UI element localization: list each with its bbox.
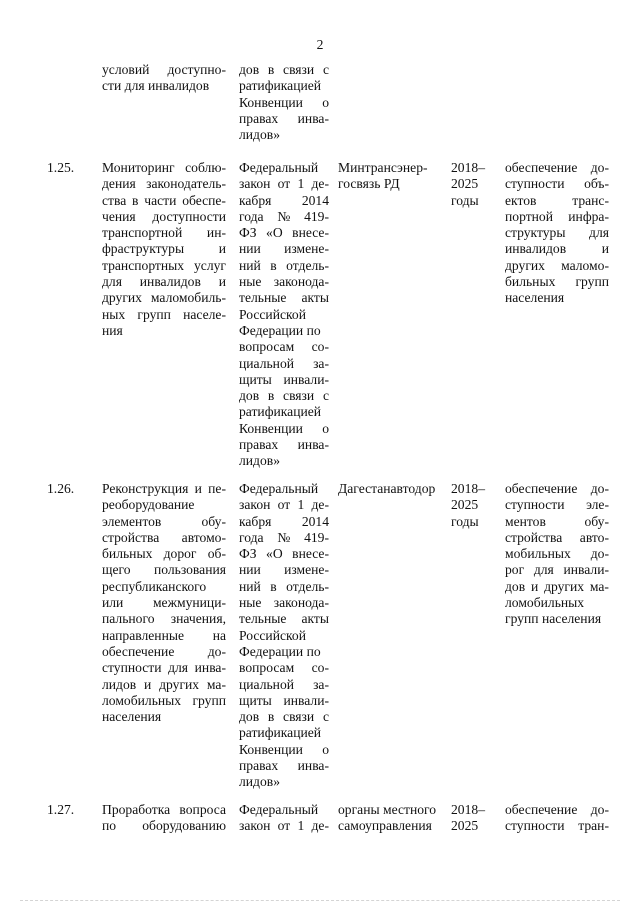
cell-line: ные законода- bbox=[239, 274, 329, 290]
action-text bbox=[102, 802, 226, 835]
cell-line: ступности тран- bbox=[505, 818, 609, 834]
cell-line: пального значения, bbox=[102, 611, 226, 627]
law-text bbox=[239, 160, 329, 470]
cell-line: Федеральный bbox=[239, 802, 319, 817]
cell-line: вопросам со- bbox=[239, 660, 329, 676]
scan-edge bbox=[20, 900, 620, 901]
cell-line: дения законодатель- bbox=[102, 176, 226, 192]
cell-line: лидов и других ма- bbox=[102, 676, 226, 692]
cell-line: правах инва- bbox=[239, 758, 329, 774]
cell-line: транспортной ин- bbox=[102, 225, 226, 241]
cell-line: Федеральный bbox=[239, 481, 319, 496]
cell-line: реоборудование bbox=[102, 497, 195, 513]
cell-line: групп населения bbox=[505, 611, 602, 627]
period-text bbox=[451, 481, 497, 530]
cell-line: 2025 bbox=[451, 497, 479, 513]
cell-line: правах инва- bbox=[239, 110, 329, 126]
cell-line: кабря 2014 bbox=[239, 513, 329, 529]
cell-line: щиты инвали- bbox=[239, 692, 329, 708]
cell-line: рог для инвали- bbox=[505, 562, 609, 578]
cell-line: элементов обу- bbox=[102, 513, 226, 529]
cell-line: лидов» bbox=[239, 127, 280, 143]
action-text bbox=[102, 160, 226, 339]
cell-line: ства в части обеспе- bbox=[102, 192, 226, 208]
cell-line: Минтрансэнер- bbox=[338, 160, 428, 175]
cell-line: обеспечение до- bbox=[102, 643, 226, 659]
cell-line: годы bbox=[451, 192, 479, 208]
cell-line: ний в отдель- bbox=[239, 578, 329, 594]
law-text bbox=[239, 481, 329, 791]
cell-line: Конвенции о bbox=[239, 94, 329, 110]
action-text bbox=[102, 62, 226, 95]
cell-line: органы местного bbox=[338, 802, 437, 817]
row-number: 1.25. bbox=[47, 160, 75, 175]
cell-line: транспортных услуг bbox=[102, 257, 226, 273]
cell-line: других маломобиль- bbox=[102, 290, 226, 306]
cell-line: тельные акты bbox=[239, 611, 329, 627]
cell-line: ные законода- bbox=[239, 595, 329, 611]
cell-line: стройства авто- bbox=[505, 529, 609, 545]
cell-line: Российской bbox=[239, 627, 306, 643]
cell-line: ний в отдель- bbox=[239, 257, 329, 273]
cell-line: стройства автомо- bbox=[102, 529, 226, 545]
cell-line: обеспечение до- bbox=[505, 481, 609, 496]
cell-line: республиканского bbox=[102, 578, 207, 594]
row-number: 1.27. bbox=[47, 802, 75, 817]
responsible-text bbox=[338, 802, 443, 835]
cell-line: Федерации по bbox=[239, 643, 321, 659]
cell-line: Конвенции о bbox=[239, 420, 329, 436]
cell-line: дов в связи с bbox=[239, 62, 329, 77]
cell-line: самоуправления bbox=[338, 818, 432, 834]
cell-line: Дагестанавтодор bbox=[338, 481, 436, 496]
cell-line: портной инфра- bbox=[505, 208, 609, 224]
cell-line: 2018– bbox=[451, 160, 485, 175]
cell-line: Российской bbox=[239, 306, 306, 322]
cell-line: для инвалидов и bbox=[102, 274, 226, 290]
cell-line: лидов» bbox=[239, 774, 280, 790]
cell-line: закон от 1 де- bbox=[239, 497, 329, 513]
cell-line: сти для инвалидов bbox=[102, 78, 210, 94]
cell-line: инвалидов и bbox=[505, 241, 609, 257]
cell-line: направленные на bbox=[102, 627, 226, 643]
cell-line: года № 419- bbox=[239, 208, 329, 224]
cell-line: населения bbox=[102, 709, 162, 725]
cell-line: 2018– bbox=[451, 481, 485, 496]
cell-line: ных групп населе- bbox=[102, 306, 226, 322]
row-number: 1.26. bbox=[47, 481, 75, 496]
cell-line: 2025 bbox=[451, 176, 479, 192]
cell-line: закон от 1 де- bbox=[239, 818, 329, 834]
cell-line: Мониторинг соблю- bbox=[102, 160, 226, 175]
cell-line: ния bbox=[102, 322, 123, 338]
cell-line: Конвенции о bbox=[239, 741, 329, 757]
cell-line: вопросам со- bbox=[239, 339, 329, 355]
responsible-text bbox=[338, 160, 443, 193]
cell-line: бильных групп bbox=[505, 274, 609, 290]
cell-line: ФЗ «О внесе- bbox=[239, 225, 329, 241]
cell-line: тельные акты bbox=[239, 290, 329, 306]
cell-line: годы bbox=[451, 513, 479, 529]
cell-line: обеспечение до- bbox=[505, 160, 609, 175]
cell-line: ратификацией bbox=[239, 404, 322, 420]
cell-line: ратификацией bbox=[239, 78, 322, 94]
cell-line: ступности для инва- bbox=[102, 660, 226, 676]
cell-line: щего пользования bbox=[102, 562, 226, 578]
cell-line: лидов» bbox=[239, 453, 280, 469]
cell-line: госвязь РД bbox=[338, 176, 400, 192]
cell-line: дов и других ма- bbox=[505, 578, 609, 594]
cell-line: года № 419- bbox=[239, 529, 329, 545]
action-text bbox=[102, 481, 226, 725]
result-text bbox=[505, 160, 609, 307]
cell-line: нии измене- bbox=[239, 562, 329, 578]
cell-line: Федеральный bbox=[239, 160, 319, 175]
cell-line: структуры для bbox=[505, 225, 609, 241]
cell-line: бильных дорог об- bbox=[102, 546, 226, 562]
cell-line: фраструктуры и bbox=[102, 241, 226, 257]
cell-line: населения bbox=[505, 290, 565, 306]
cell-line: закон от 1 де- bbox=[239, 176, 329, 192]
cell-line: циальной за- bbox=[239, 676, 329, 692]
period-text bbox=[451, 802, 497, 835]
law-text bbox=[239, 62, 329, 143]
cell-line: ектов транс- bbox=[505, 192, 609, 208]
cell-line: по оборудованию bbox=[102, 818, 226, 834]
cell-line: щиты инвали- bbox=[239, 371, 329, 387]
cell-line: ступности объ- bbox=[505, 176, 609, 192]
cell-line: правах инва- bbox=[239, 437, 329, 453]
cell-line: чения доступности bbox=[102, 208, 226, 224]
cell-line: Федерации по bbox=[239, 322, 321, 338]
cell-line: ратификацией bbox=[239, 725, 322, 741]
cell-line: или межмуници- bbox=[102, 595, 226, 611]
period-text bbox=[451, 160, 497, 209]
cell-line: ломобильных групп bbox=[102, 692, 226, 708]
cell-line: 2025 bbox=[451, 818, 479, 834]
cell-line: циальной за- bbox=[239, 355, 329, 371]
cell-line: мобильных до- bbox=[505, 546, 609, 562]
cell-line: дов в связи с bbox=[239, 709, 329, 725]
cell-line: других маломо- bbox=[505, 257, 609, 273]
cell-line: кабря 2014 bbox=[239, 192, 329, 208]
cell-line: условий доступно- bbox=[102, 62, 226, 77]
responsible-text bbox=[338, 481, 443, 497]
cell-line: ломобильных bbox=[505, 595, 585, 611]
cell-line: Реконструкция и пе- bbox=[102, 481, 226, 496]
page-number: 2 bbox=[316, 37, 324, 52]
cell-line: обеспечение до- bbox=[505, 802, 609, 817]
cell-line: нии измене- bbox=[239, 241, 329, 257]
cell-line: Проработка вопроса bbox=[102, 802, 226, 817]
result-text bbox=[505, 802, 609, 835]
cell-line: ступности эле- bbox=[505, 497, 609, 513]
law-text bbox=[239, 802, 329, 835]
cell-line: ФЗ «О внесе- bbox=[239, 546, 329, 562]
cell-line: дов в связи с bbox=[239, 388, 329, 404]
cell-line: 2018– bbox=[451, 802, 485, 817]
cell-line: ментов обу- bbox=[505, 513, 609, 529]
result-text bbox=[505, 481, 609, 628]
